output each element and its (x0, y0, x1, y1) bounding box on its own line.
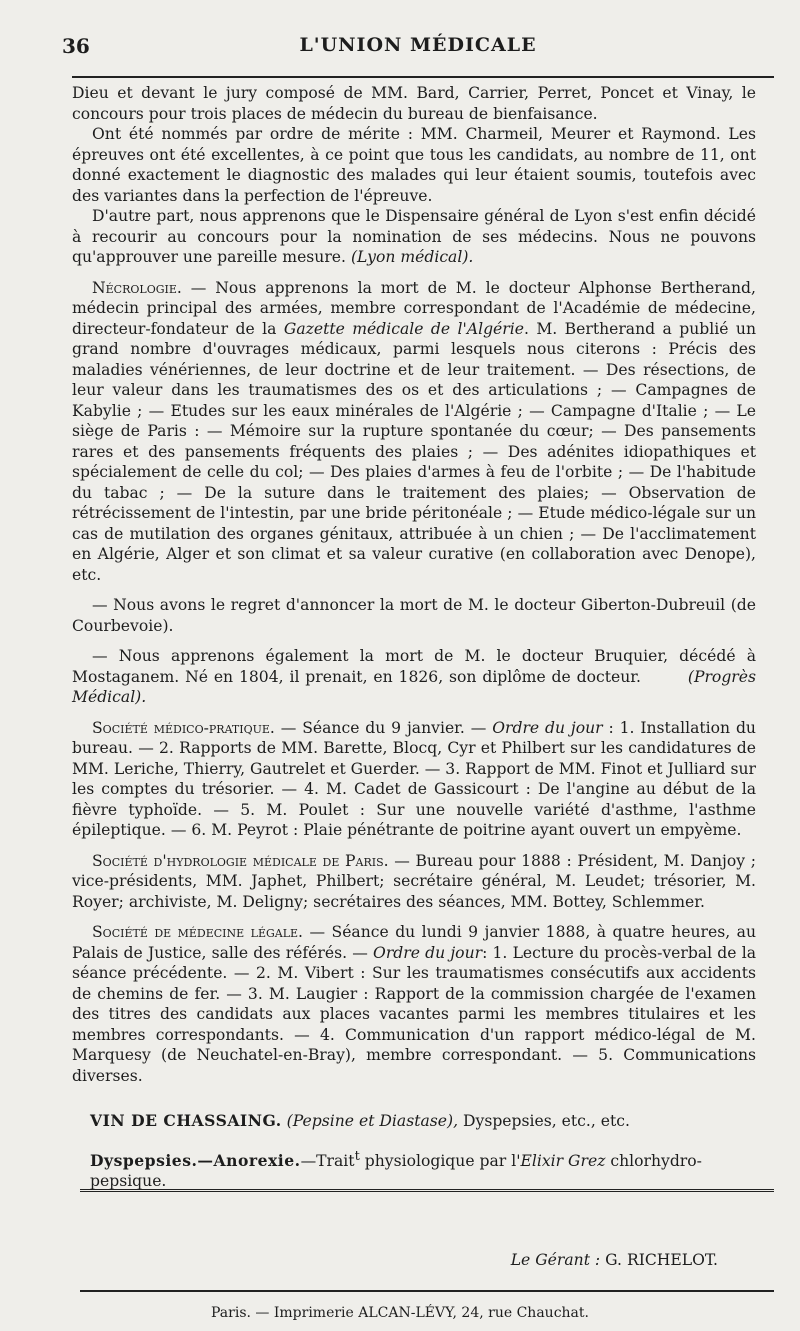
paragraph-societe-medico-pratique: Société médico-pratique. — Séance du 9 janvier. — Ordre du jour : 1. Installation du bureau. — 2. Rapports de MM. Barette, Blocq, Cyr et Philbert sur les candidatures de MM. Leriche, Thierry, Gautrelet et Guerder. — 3. Rapport de MM. Finot et Julliard sur les comptes du trésorier. — 4. M. Cadet de Gassicourt : De l'angine au début de la fièvre typhoïde. — 5. M. Poulet : Sur une nouvelle variété d'asthme, l'asthme épileptique. — 6. M. Peyrot : Plaie pénétrante de poitrine ayant ouvert un empyème. (72, 718, 756, 839)
signature: Le Gérant : G. RICHELOT. (510, 1251, 718, 1269)
section-heading-necrologie: Nécrologie. (92, 278, 182, 297)
paragraph-jury: Dieu et devant le jury composé de MM. Bard, Carrier, Perret, Poncet et Vinay, le concours pour trois places de médecin du bureau de bienfaisance. (72, 84, 756, 123)
paragraph-bruquier: — Nous apprenons également la mort de M. le docteur Bruquier, décédé à Mostaganem. Né en 1804, il prenait, en 1826, son diplôme de docteur. (Progrès Médical). (72, 647, 756, 706)
page-header (62, 30, 774, 70)
page-number: 36 (62, 34, 90, 58)
paragraph-societe-medecine-legale: Société de médecine légale. — Séance du lundi 9 janvier 1888, à quatre heures, au Palais de Justice, salle des référés. — Ordre du jour: 1. Lecture du procès-verbal de la séance précédente. — 2. M. Vibert : Sur les traumatismes consécutifs aux accidents de chemins de fer. — 3. M. Laugier : Rapport de la commission chargée de l'examen des titres des candidats aux places vacantes parmi les membres titulaires et les membres correspondants. — 4. Communication d'un rapport médico-légal de M. Marquesy (de Neuchatel-en-Bray), membre correspondant. — 5. Communications diverses. (72, 923, 756, 1085)
article-body (72, 83, 756, 1086)
paragraph-nominations: Ont été nommés par ordre de mérite : MM. Charmeil, Meurer et Raymond. Les épreuves ont été excellentes, à ce point que tous les candidats, au nombre de 11, ont donné exactement le diagnostic des malades qui leur étaient soumis, toutefois avec des variantes dans la perfection de l'épreuve. (72, 125, 756, 205)
imprint-line: Paris. — Imprimerie ALCAN-LÉVY, 24, rue Chauchat. (211, 1305, 589, 1321)
journal-title: Gazette médicale de l'Algérie (283, 319, 524, 338)
ads-rule (80, 1189, 774, 1194)
ad-product-name: VIN DE CHASSAING. (90, 1111, 282, 1130)
footer-rule (80, 1290, 774, 1292)
paragraph-dispensaire: D'autre part, nous apprenons que le Dispensaire général de Lyon s'est enfin décidé à recourir au concours pour la nomination de ses médecins. Nous ne pouvons qu'approuver une pareille mesure. (Lyon médical). (72, 207, 756, 266)
section-heading-shm: Société d'hydrologie médicale de Paris. (92, 851, 389, 870)
paragraph-societe-hydrologie: Société d'hydrologie médicale de Paris. — Bureau pour 1888 : Président, M. Danjoy ; vice-présidents, MM. Japhet, Philbert; secrétaire général, M. Leudet; trésorier, M. Royer; archiviste, M. Deligny; secrétaires des séances, MM. Bottey, Schlemmer. (72, 851, 756, 911)
advertisement-chassaing: VIN DE CHASSAING. (Pepsine et Diastase), Dyspepsies, etc., etc. (90, 1111, 630, 1130)
section-heading-sml: Société de médecine légale. (92, 923, 303, 941)
advertisement-grez: Dyspepsies.—Anorexie.—Trait$^t$ physiologique par l'Elixir Grez chlorhydro-pepsique. (90, 1149, 702, 1191)
running-title: L'UNION MÉDICALE (299, 34, 537, 56)
section-heading-smp: Société médico-pratique. (92, 718, 275, 737)
paragraph-necrologie: Nécrologie. — Nous apprenons la mort de M. le docteur Alphonse Bertherand, médecin principal des armées, membre correspondant de l'Académie de médecine, directeur-fondateur de la Gazette médicale de l'Algérie. M. Bertherand a publié un grand nombre d'ouvrages médicaux, parmi lesquels nous citerons : Précis des maladies vénériennes, de leur doctrine et de leur traitement. — Des résections, de leur valeur dans les traumatismes des os et des articulations ; — Campagnes de Kabylie ; — Etudes sur les eaux minérales de l'Algérie ; — Campagne d'Italie ; — Le siège de Paris : — Mémoire sur la rupture spontanée du cœur; — Des pansements rares et des pansements fréquents des plaies ; — Des adénites idiopathiques et spécialement de celle du col; — Des plaies d'armes à feu de l'orbite ; — De l'habitude du tabac ; — De la suture dans le traitement des plaies; — Observation de rétrécissement de l'intestin, par une bride péritonéale ; — Etude médico-légale sur un cas de mutilation des organes génitaux, attribuée à un chien ; — De l'acclimatement en Algérie, Alger et son climat et sa valeur curative (en collaboration avec Denope), etc. (72, 278, 756, 584)
source-citation: (Lyon médical). (350, 248, 474, 266)
paragraph-giberton: — Nous avons le regret d'annoncer la mort de M. le docteur Giberton-Dubreuil (de Courbevoie). (72, 596, 756, 635)
ad-headline: Dyspepsies.—Anorexie. (90, 1151, 301, 1171)
source-citation: (Progrès Médical). (72, 667, 756, 706)
header-rule (72, 76, 774, 78)
